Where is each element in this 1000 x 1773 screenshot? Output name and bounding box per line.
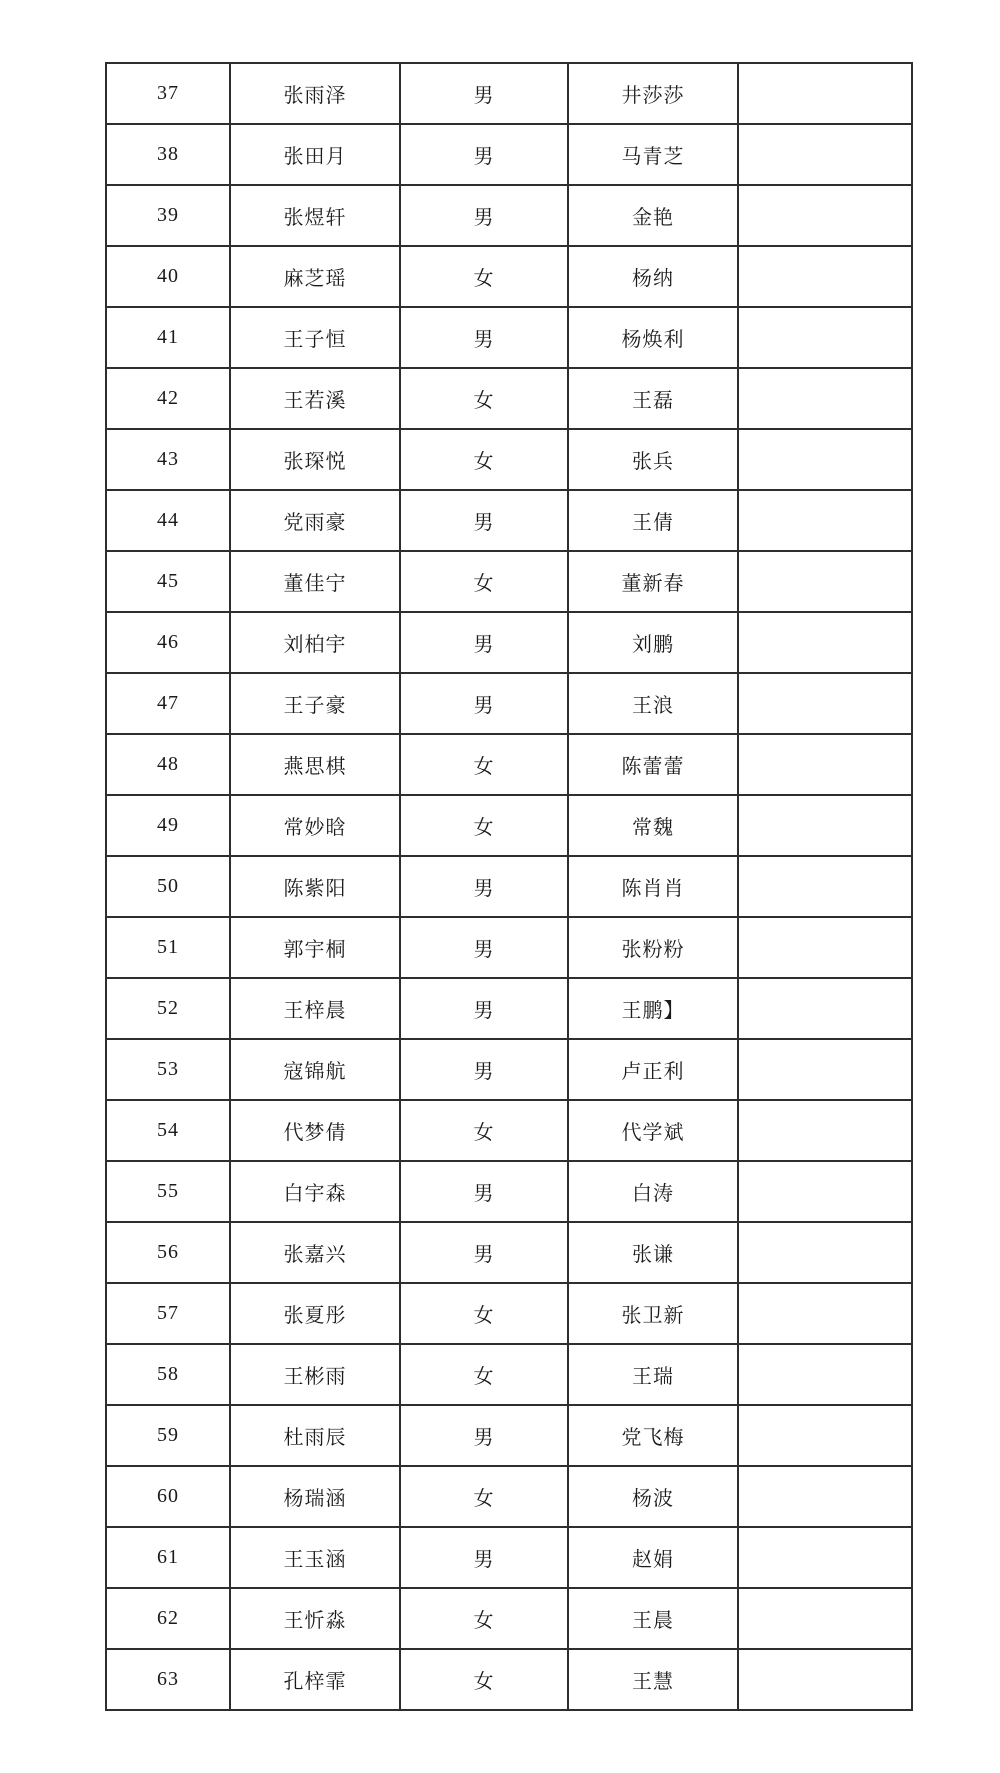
cell-gender: 女 bbox=[400, 1100, 568, 1161]
table-row bbox=[106, 1405, 912, 1466]
cell-row-number: 60 bbox=[106, 1466, 230, 1527]
cell-parent-name: 马青芝 bbox=[568, 124, 738, 185]
cell-gender: 女 bbox=[400, 795, 568, 856]
cell-gender: 男 bbox=[400, 1222, 568, 1283]
cell-student-name: 董佳宁 bbox=[230, 551, 400, 612]
table-row bbox=[106, 1649, 912, 1710]
cell-note bbox=[738, 978, 912, 1039]
cell-note bbox=[738, 1588, 912, 1649]
cell-student-name: 陈紫阳 bbox=[230, 856, 400, 917]
cell-gender: 女 bbox=[400, 1466, 568, 1527]
table-row bbox=[106, 1527, 912, 1588]
cell-gender: 女 bbox=[400, 1588, 568, 1649]
cell-parent-name: 王瑞 bbox=[568, 1344, 738, 1405]
table-row bbox=[106, 124, 912, 185]
cell-row-number: 62 bbox=[106, 1588, 230, 1649]
cell-parent-name: 张谦 bbox=[568, 1222, 738, 1283]
cell-parent-name: 陈肖肖 bbox=[568, 856, 738, 917]
cell-parent-name: 刘鹏 bbox=[568, 612, 738, 673]
cell-student-name: 王忻淼 bbox=[230, 1588, 400, 1649]
cell-row-number: 58 bbox=[106, 1344, 230, 1405]
cell-note bbox=[738, 124, 912, 185]
cell-gender: 女 bbox=[400, 1344, 568, 1405]
cell-note bbox=[738, 1283, 912, 1344]
cell-gender: 女 bbox=[400, 429, 568, 490]
cell-gender: 男 bbox=[400, 917, 568, 978]
cell-row-number: 50 bbox=[106, 856, 230, 917]
cell-parent-name: 党飞梅 bbox=[568, 1405, 738, 1466]
cell-gender: 男 bbox=[400, 490, 568, 551]
cell-row-number: 55 bbox=[106, 1161, 230, 1222]
cell-gender: 男 bbox=[400, 612, 568, 673]
cell-note bbox=[738, 673, 912, 734]
student-roster-body bbox=[106, 63, 912, 1710]
table-row bbox=[106, 1283, 912, 1344]
cell-student-name: 张雨泽 bbox=[230, 63, 400, 124]
cell-gender: 男 bbox=[400, 63, 568, 124]
cell-row-number: 54 bbox=[106, 1100, 230, 1161]
cell-student-name: 刘柏宇 bbox=[230, 612, 400, 673]
table-row bbox=[106, 429, 912, 490]
table-row bbox=[106, 856, 912, 917]
cell-row-number: 51 bbox=[106, 917, 230, 978]
cell-row-number: 59 bbox=[106, 1405, 230, 1466]
cell-student-name: 常妙晗 bbox=[230, 795, 400, 856]
cell-parent-name: 王磊 bbox=[568, 368, 738, 429]
cell-gender: 女 bbox=[400, 551, 568, 612]
cell-note bbox=[738, 1344, 912, 1405]
cell-row-number: 38 bbox=[106, 124, 230, 185]
cell-gender: 男 bbox=[400, 856, 568, 917]
cell-student-name: 王子豪 bbox=[230, 673, 400, 734]
table-row bbox=[106, 368, 912, 429]
cell-note bbox=[738, 1161, 912, 1222]
cell-note bbox=[738, 1466, 912, 1527]
table-row bbox=[106, 795, 912, 856]
cell-gender: 男 bbox=[400, 978, 568, 1039]
cell-parent-name: 赵娟 bbox=[568, 1527, 738, 1588]
cell-note bbox=[738, 246, 912, 307]
cell-note bbox=[738, 612, 912, 673]
cell-row-number: 43 bbox=[106, 429, 230, 490]
cell-parent-name: 杨纳 bbox=[568, 246, 738, 307]
cell-note bbox=[738, 917, 912, 978]
student-roster-table bbox=[105, 62, 913, 1711]
cell-row-number: 63 bbox=[106, 1649, 230, 1710]
cell-row-number: 49 bbox=[106, 795, 230, 856]
cell-parent-name: 王倩 bbox=[568, 490, 738, 551]
cell-row-number: 53 bbox=[106, 1039, 230, 1100]
table-row bbox=[106, 63, 912, 124]
cell-gender: 男 bbox=[400, 673, 568, 734]
cell-note bbox=[738, 551, 912, 612]
cell-student-name: 杨瑞涵 bbox=[230, 1466, 400, 1527]
cell-parent-name: 张粉粉 bbox=[568, 917, 738, 978]
cell-parent-name: 张兵 bbox=[568, 429, 738, 490]
cell-student-name: 张煜轩 bbox=[230, 185, 400, 246]
cell-row-number: 45 bbox=[106, 551, 230, 612]
table-row bbox=[106, 1161, 912, 1222]
cell-gender: 女 bbox=[400, 1283, 568, 1344]
cell-parent-name: 常魏 bbox=[568, 795, 738, 856]
cell-parent-name: 杨焕利 bbox=[568, 307, 738, 368]
cell-parent-name: 王晨 bbox=[568, 1588, 738, 1649]
cell-row-number: 39 bbox=[106, 185, 230, 246]
cell-parent-name: 张卫新 bbox=[568, 1283, 738, 1344]
cell-student-name: 张田月 bbox=[230, 124, 400, 185]
cell-gender: 男 bbox=[400, 1039, 568, 1100]
cell-row-number: 37 bbox=[106, 63, 230, 124]
cell-note bbox=[738, 63, 912, 124]
cell-student-name: 杜雨辰 bbox=[230, 1405, 400, 1466]
cell-student-name: 王若溪 bbox=[230, 368, 400, 429]
cell-note bbox=[738, 734, 912, 795]
cell-parent-name: 白涛 bbox=[568, 1161, 738, 1222]
table-row bbox=[106, 612, 912, 673]
cell-gender: 女 bbox=[400, 1649, 568, 1710]
cell-gender: 男 bbox=[400, 124, 568, 185]
cell-row-number: 41 bbox=[106, 307, 230, 368]
cell-student-name: 张嘉兴 bbox=[230, 1222, 400, 1283]
cell-student-name: 王玉涵 bbox=[230, 1527, 400, 1588]
table-row bbox=[106, 185, 912, 246]
cell-parent-name: 王慧 bbox=[568, 1649, 738, 1710]
cell-note bbox=[738, 368, 912, 429]
cell-student-name: 孔梓霏 bbox=[230, 1649, 400, 1710]
table-row bbox=[106, 673, 912, 734]
cell-row-number: 42 bbox=[106, 368, 230, 429]
cell-row-number: 46 bbox=[106, 612, 230, 673]
table-row bbox=[106, 1100, 912, 1161]
cell-gender: 男 bbox=[400, 1527, 568, 1588]
cell-student-name: 王梓晨 bbox=[230, 978, 400, 1039]
cell-parent-name: 董新春 bbox=[568, 551, 738, 612]
table-row bbox=[106, 734, 912, 795]
table-row bbox=[106, 490, 912, 551]
table-row bbox=[106, 551, 912, 612]
table-row bbox=[106, 1222, 912, 1283]
cell-row-number: 52 bbox=[106, 978, 230, 1039]
cell-student-name: 郭宇桐 bbox=[230, 917, 400, 978]
table-row bbox=[106, 917, 912, 978]
table-row bbox=[106, 307, 912, 368]
cell-row-number: 57 bbox=[106, 1283, 230, 1344]
table-row bbox=[106, 1344, 912, 1405]
cell-note bbox=[738, 1039, 912, 1100]
cell-note bbox=[738, 795, 912, 856]
cell-parent-name: 王浪 bbox=[568, 673, 738, 734]
cell-row-number: 56 bbox=[106, 1222, 230, 1283]
cell-student-name: 王彬雨 bbox=[230, 1344, 400, 1405]
cell-note bbox=[738, 490, 912, 551]
cell-note bbox=[738, 856, 912, 917]
cell-note bbox=[738, 1222, 912, 1283]
cell-student-name: 寇锦航 bbox=[230, 1039, 400, 1100]
cell-row-number: 61 bbox=[106, 1527, 230, 1588]
cell-student-name: 张琛悦 bbox=[230, 429, 400, 490]
table-row bbox=[106, 978, 912, 1039]
cell-gender: 男 bbox=[400, 1161, 568, 1222]
cell-parent-name: 陈蕾蕾 bbox=[568, 734, 738, 795]
cell-note bbox=[738, 1527, 912, 1588]
cell-parent-name: 王鹏】 bbox=[568, 978, 738, 1039]
cell-student-name: 王子恒 bbox=[230, 307, 400, 368]
cell-gender: 女 bbox=[400, 734, 568, 795]
cell-note bbox=[738, 307, 912, 368]
cell-row-number: 47 bbox=[106, 673, 230, 734]
cell-student-name: 麻芝瑶 bbox=[230, 246, 400, 307]
cell-gender: 男 bbox=[400, 1405, 568, 1466]
table-row bbox=[106, 1039, 912, 1100]
cell-note bbox=[738, 185, 912, 246]
table-row bbox=[106, 1588, 912, 1649]
cell-parent-name: 杨波 bbox=[568, 1466, 738, 1527]
cell-gender: 女 bbox=[400, 368, 568, 429]
cell-note bbox=[738, 1405, 912, 1466]
cell-note bbox=[738, 1649, 912, 1710]
cell-student-name: 党雨豪 bbox=[230, 490, 400, 551]
cell-note bbox=[738, 1100, 912, 1161]
cell-student-name: 燕思棋 bbox=[230, 734, 400, 795]
cell-row-number: 40 bbox=[106, 246, 230, 307]
cell-parent-name: 代学斌 bbox=[568, 1100, 738, 1161]
cell-gender: 男 bbox=[400, 307, 568, 368]
cell-note bbox=[738, 429, 912, 490]
cell-student-name: 白宇森 bbox=[230, 1161, 400, 1222]
cell-parent-name: 井莎莎 bbox=[568, 63, 738, 124]
cell-student-name: 张夏彤 bbox=[230, 1283, 400, 1344]
cell-parent-name: 卢正利 bbox=[568, 1039, 738, 1100]
table-row bbox=[106, 1466, 912, 1527]
table-row bbox=[106, 246, 912, 307]
cell-gender: 男 bbox=[400, 185, 568, 246]
cell-gender: 女 bbox=[400, 246, 568, 307]
cell-student-name: 代梦倩 bbox=[230, 1100, 400, 1161]
cell-row-number: 48 bbox=[106, 734, 230, 795]
cell-parent-name: 金艳 bbox=[568, 185, 738, 246]
cell-row-number: 44 bbox=[106, 490, 230, 551]
